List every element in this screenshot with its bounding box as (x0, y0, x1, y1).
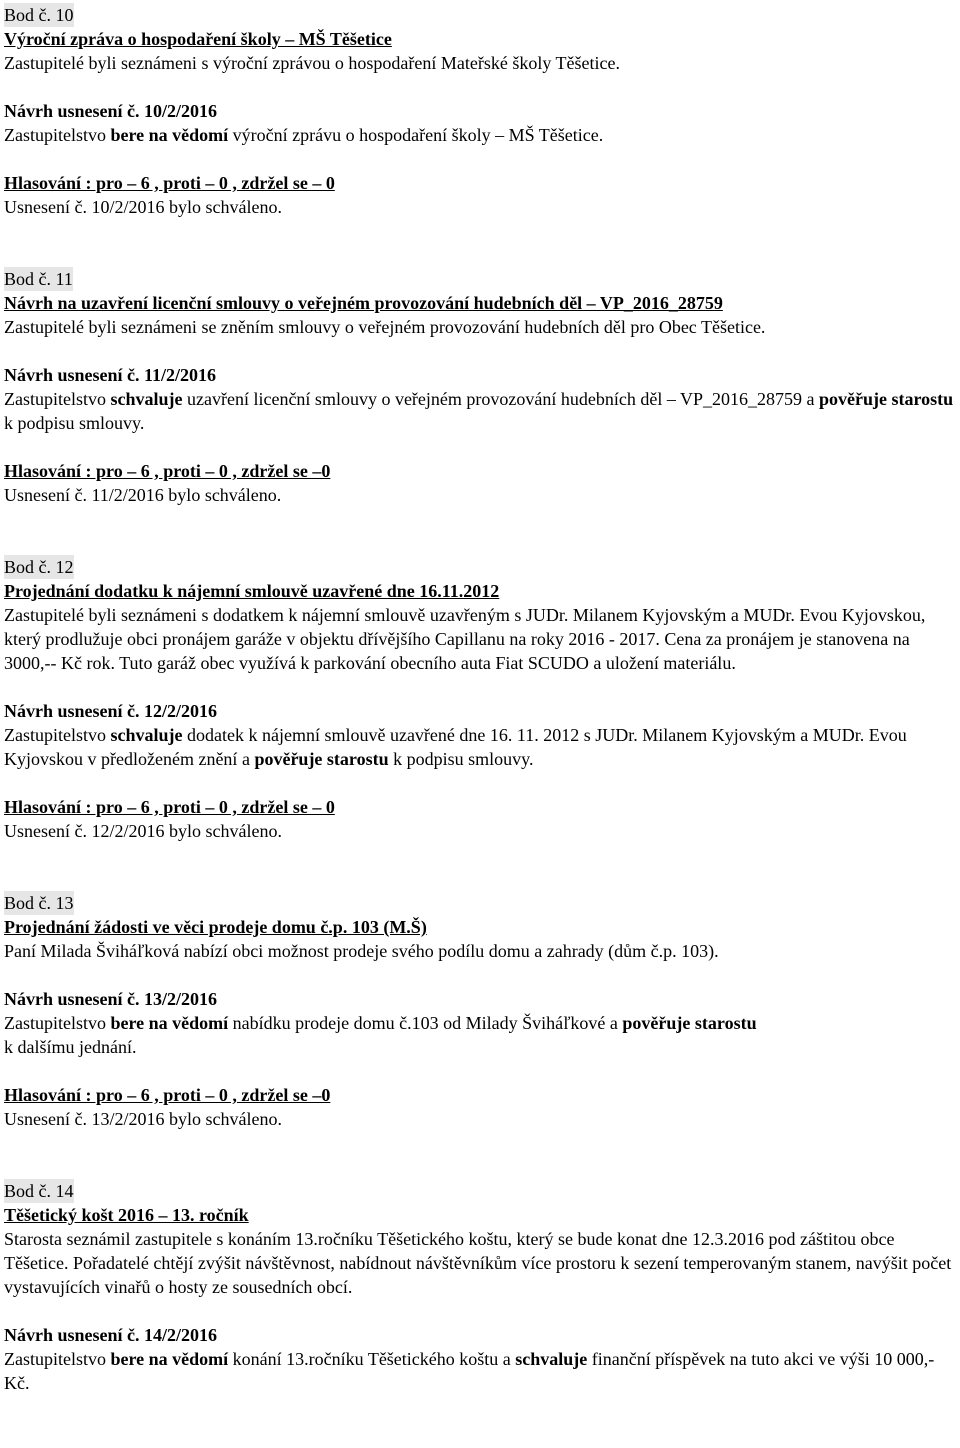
item-title: Projednání dodatku k nájemní smlouvě uzavřené dne 16.11.2012 (4, 581, 500, 601)
item-number: Bod č. 12 (4, 557, 74, 577)
vote-line: Hlasování : pro – 6 , proti – 0 , zdržel se –0 (4, 461, 331, 481)
resolution-heading: Návrh usnesení č. 13/2/2016 (4, 989, 218, 1009)
item-number: Bod č. 14 (4, 1181, 74, 1201)
resolution-text: Zastupitelstvo bere na vědomí konání 13.ročníku Těšetického koštu a schvaluje finanční příspěvek na tuto akci ve výši 10 000,- Kč. (4, 1349, 935, 1393)
section-bod-11 (4, 267, 956, 507)
resolution-text: Zastupitelstvo bere na vědomí nabídku prodeje domu č.103 od Milady Šviháľkové a pověřuje starostu (4, 1013, 757, 1033)
item-number: Bod č. 13 (4, 893, 74, 913)
item-title: Projednání žádosti ve věci prodeje domu č.p. 103 (M.Š) (4, 917, 427, 937)
vote-line: Hlasování : pro – 6 , proti – 0 , zdržel se – 0 (4, 797, 335, 817)
section-bod-14 (4, 1179, 956, 1395)
resolution-heading: Návrh usnesení č. 11/2/2016 (4, 365, 217, 385)
item-info: Paní Milada Šviháľková nabízí obci možnost prodeje svého podílu domu a zahrady (dům č.p. 103). (4, 941, 719, 961)
resolution-result: Usnesení č. 11/2/2016 bylo schváleno. (4, 485, 282, 505)
resolution-result: Usnesení č. 12/2/2016 bylo schváleno. (4, 821, 282, 841)
resolution-heading: Návrh usnesení č. 10/2/2016 (4, 101, 218, 121)
item-info: Zastupitelé byli seznámeni s výroční zprávou o hospodaření Mateřské školy Těšetice. (4, 53, 620, 73)
item-info: Zastupitelé byli seznámeni se zněním smlouvy o veřejném provozování hudebních děl pro Obec Těšetice. (4, 317, 766, 337)
item-title: Těšetický košt 2016 – 13. ročník (4, 1205, 249, 1225)
resolution-result: Usnesení č. 13/2/2016 bylo schváleno. (4, 1109, 282, 1129)
section-bod-13 (4, 891, 956, 1131)
item-info: Starosta seznámil zastupitele s konáním 13.ročníku Těšetického koštu, který se bude konat dne 12.3.2016 pod záštitou obce Těšetice. Pořadatelé chtějí zvýšit návštěvnost, nabídnout návštěvníkům více prostoru k sezení temperovaným stanem, navýšit počet vystavujících vinařů o hosty ze sousedních obcí. (4, 1229, 952, 1297)
section-bod-10 (4, 3, 956, 219)
resolution-text: Zastupitelstvo schvaluje uzavření licenční smlouvy o veřejném provozování hudebních děl – VP_2016_28759 a pověřuje starostu k podpisu smlouvy. (4, 389, 954, 433)
resolution-text: Zastupitelstvo schvaluje dodatek k nájemní smlouvě uzavřené dne 16. 11. 2012 s JUDr. Milanem Kyjovským a MUDr. Evou Kyjovskou v předloženém znění a pověřuje starostu k podpisu smlouvy. (4, 725, 907, 769)
item-info: Zastupitelé byli seznámeni s dodatkem k nájemní smlouvě uzavřeným s JUDr. Milanem Kyjovským a MUDr. Evou Kyjovskou, který prodlužuje obci pronájem garáže v objektu dřívějšího Capillanu na roky 2016 - 2017. Cena za pronájem je stanovena na 3000,-- Kč rok. Tuto garáž obec využívá k parkování obecního auta Fiat SCUDO a uložení materiálu. (4, 605, 926, 673)
item-number: Bod č. 11 (4, 269, 73, 289)
resolution-result: Usnesení č. 10/2/2016 bylo schváleno. (4, 197, 282, 217)
item-number: Bod č. 10 (4, 5, 74, 25)
vote-line: Hlasování : pro – 6 , proti – 0 , zdržel se – 0 (4, 173, 335, 193)
item-title: Výroční zpráva o hospodaření školy – MŠ Těšetice (4, 29, 392, 49)
section-bod-12 (4, 555, 956, 843)
resolution-text: Zastupitelstvo bere na vědomí výroční zprávu o hospodaření školy – MŠ Těšetice. (4, 125, 604, 145)
resolution-text-continued: k dalšímu jednání. (4, 1037, 137, 1057)
resolution-heading: Návrh usnesení č. 14/2/2016 (4, 1325, 218, 1345)
item-title: Návrh na uzavření licenční smlouvy o veřejném provozování hudebních děl – VP_2016_28759 (4, 293, 723, 313)
document-page (4, 3, 956, 1395)
resolution-heading: Návrh usnesení č. 12/2/2016 (4, 701, 218, 721)
vote-line: Hlasování : pro – 6 , proti – 0 , zdržel se –0 (4, 1085, 331, 1105)
